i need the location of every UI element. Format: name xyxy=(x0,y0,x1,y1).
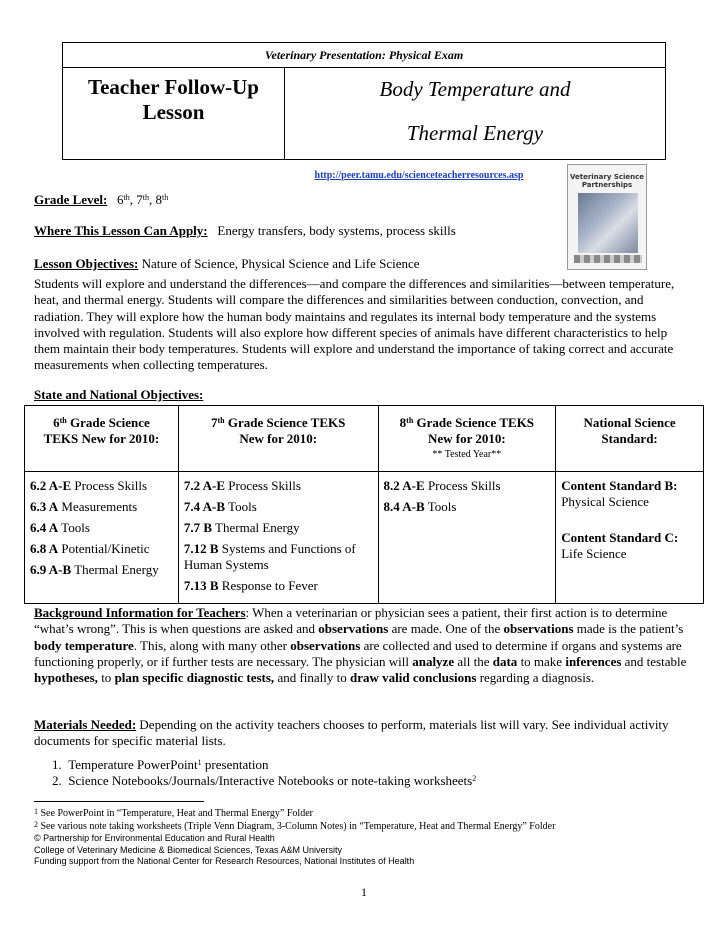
table-header-row xyxy=(25,406,704,472)
footnotes xyxy=(34,808,714,833)
col-grade6 xyxy=(25,472,179,604)
header-box xyxy=(62,42,666,160)
list-item: 8.2 A-E Process Skills xyxy=(383,478,501,493)
credit-line: Funding support from the National Center for Research Resources, National Institutes of Health xyxy=(34,856,415,866)
state-objectives-heading: State and National Objectives: xyxy=(34,387,204,402)
footnote-divider xyxy=(34,801,204,802)
resource-link[interactable]: http://peer.tamu.edu/scienceteacherresources.asp xyxy=(314,170,524,181)
grade-level-label: Grade Level: xyxy=(34,192,108,207)
list-item: Content Standard C: Life Science xyxy=(561,530,679,561)
list-item: 8.4 A-B Tools xyxy=(383,499,457,514)
list-item: 7.12 B Systems and Functions of Human Systems xyxy=(183,541,356,572)
logo-seal-strip xyxy=(574,255,642,263)
list-item: 6.3 A Measurements xyxy=(30,499,138,514)
list-item: 7.13 B Response to Fever xyxy=(183,578,318,593)
list-item: 6.9 A-B Thermal Energy xyxy=(30,562,159,577)
col-national xyxy=(556,472,704,604)
list-item: 6.8 A Potential/Kinetic xyxy=(30,541,150,556)
logo-photo xyxy=(578,193,638,253)
tested-year-note: ** Tested Year** xyxy=(432,449,502,460)
objectives-paragraph: Students will explore and understand the differences—and compare the differences and similarities—between temperature, heat, and thermal energy. Students will compare the differences and similarities between conduction, convection, and radiation. They will explore how the human body maintains and regulates its internal body temperature and the systems involved with regulation. Students will also explore how different species of animals have different characteristics to help them maintain their body temperatures. Students will explore and understand the importance of taking correct and accurate measurements when collecting temperatures. xyxy=(34,276,675,373)
col-grade8 xyxy=(378,472,556,604)
applies-text: Energy transfers, body systems, process skills xyxy=(217,223,456,238)
col-grade7 xyxy=(178,472,378,604)
header-grade7: 7th Grade Science TEKS New for 2010: xyxy=(178,406,378,472)
credit-line: College of Veterinary Medicine & Biomedical Sciences, Texas A&M University xyxy=(34,844,342,855)
background-paragraph: Background Information for Teachers: When a veterinarian or physician sees a patient, their first action is to determine “what’s wrong”. This is when questions are asked and observations are made. One of the observations made is the patient’s body temperature. This, along with many other observations are collected and used to determine if organs and systems are functioning properly, or if further tests are necessary. The physician will analyze all the data to make inferences and testable hypotheses, to plan specific diagnostic tests, and finally to draw valid conclusions regarding a diagnosis. xyxy=(34,605,687,686)
applies-label: Where This Lesson Can Apply: xyxy=(34,223,208,238)
grade-level: Grade Level: 6th, 7th, 8th xyxy=(34,192,169,207)
header-grade6: 6th Grade Science TEKS New for 2010: xyxy=(25,406,179,472)
list-item: 6.4 A Tools xyxy=(30,520,90,535)
objectives-lead: Nature of Science, Physical Science and Life Science xyxy=(141,256,420,271)
list-item: 7.2 A-E Process Skills xyxy=(183,478,301,493)
materials-paragraph: Materials Needed: Depending on the activity teachers chooses to perform, materials list will vary. See individual activity documents for specific material lists. xyxy=(34,717,669,749)
header-grade8: 8th Grade Science TEKS New for 2010: ** Tested Year** xyxy=(378,406,556,472)
table-row xyxy=(25,472,704,604)
lesson-type-line1: Teacher Follow-Up xyxy=(88,75,259,99)
credits xyxy=(34,833,414,868)
list-item: 1. Temperature PowerPoint$^1$ presentation xyxy=(52,757,269,772)
lesson-title xyxy=(285,67,665,159)
objectives-table xyxy=(24,405,704,604)
list-item: 2. Science Notebooks/Journals/Interactive Notebooks or note-taking worksheets$^2$ xyxy=(52,773,477,788)
list-item: 7.4 A-B Tools xyxy=(183,499,257,514)
footnote-1: $^1$ See PowerPoint in “Temperature, Heat and Thermal Energy” Folder xyxy=(34,807,313,819)
objectives-heading xyxy=(34,256,420,272)
presentation-title: Veterinary Presentation: Physical Exam xyxy=(63,43,665,68)
list-item: Content Standard B: Physical Science xyxy=(561,478,678,509)
list-item: 7.7 B Thermal Energy xyxy=(183,520,300,535)
footnote-2: $^2$ See various note taking worksheets (Triple Venn Diagram, 3-Column Notes) in “Temperature, Heat and Thermal Energy” Folder xyxy=(34,819,556,832)
logo-text: Veterinary Science Partnerships xyxy=(569,173,645,189)
objectives-label: Lesson Objectives: xyxy=(34,256,139,271)
lesson-applies xyxy=(34,223,456,239)
materials-list xyxy=(52,757,476,789)
lesson-type xyxy=(63,67,285,159)
credit-line: © Partnership for Environmental Education and Rural Health xyxy=(34,833,275,843)
header-national: National Science Standard: xyxy=(556,406,704,472)
lesson-title-line2: Thermal Energy xyxy=(406,121,544,145)
lesson-type-line2: Lesson xyxy=(142,100,205,124)
partnership-logo-image xyxy=(567,164,647,270)
page-number: 1 xyxy=(361,885,367,899)
lesson-title-line1: Body Temperature and xyxy=(379,77,571,101)
list-item: 6.2 A-E Process Skills xyxy=(30,478,148,493)
